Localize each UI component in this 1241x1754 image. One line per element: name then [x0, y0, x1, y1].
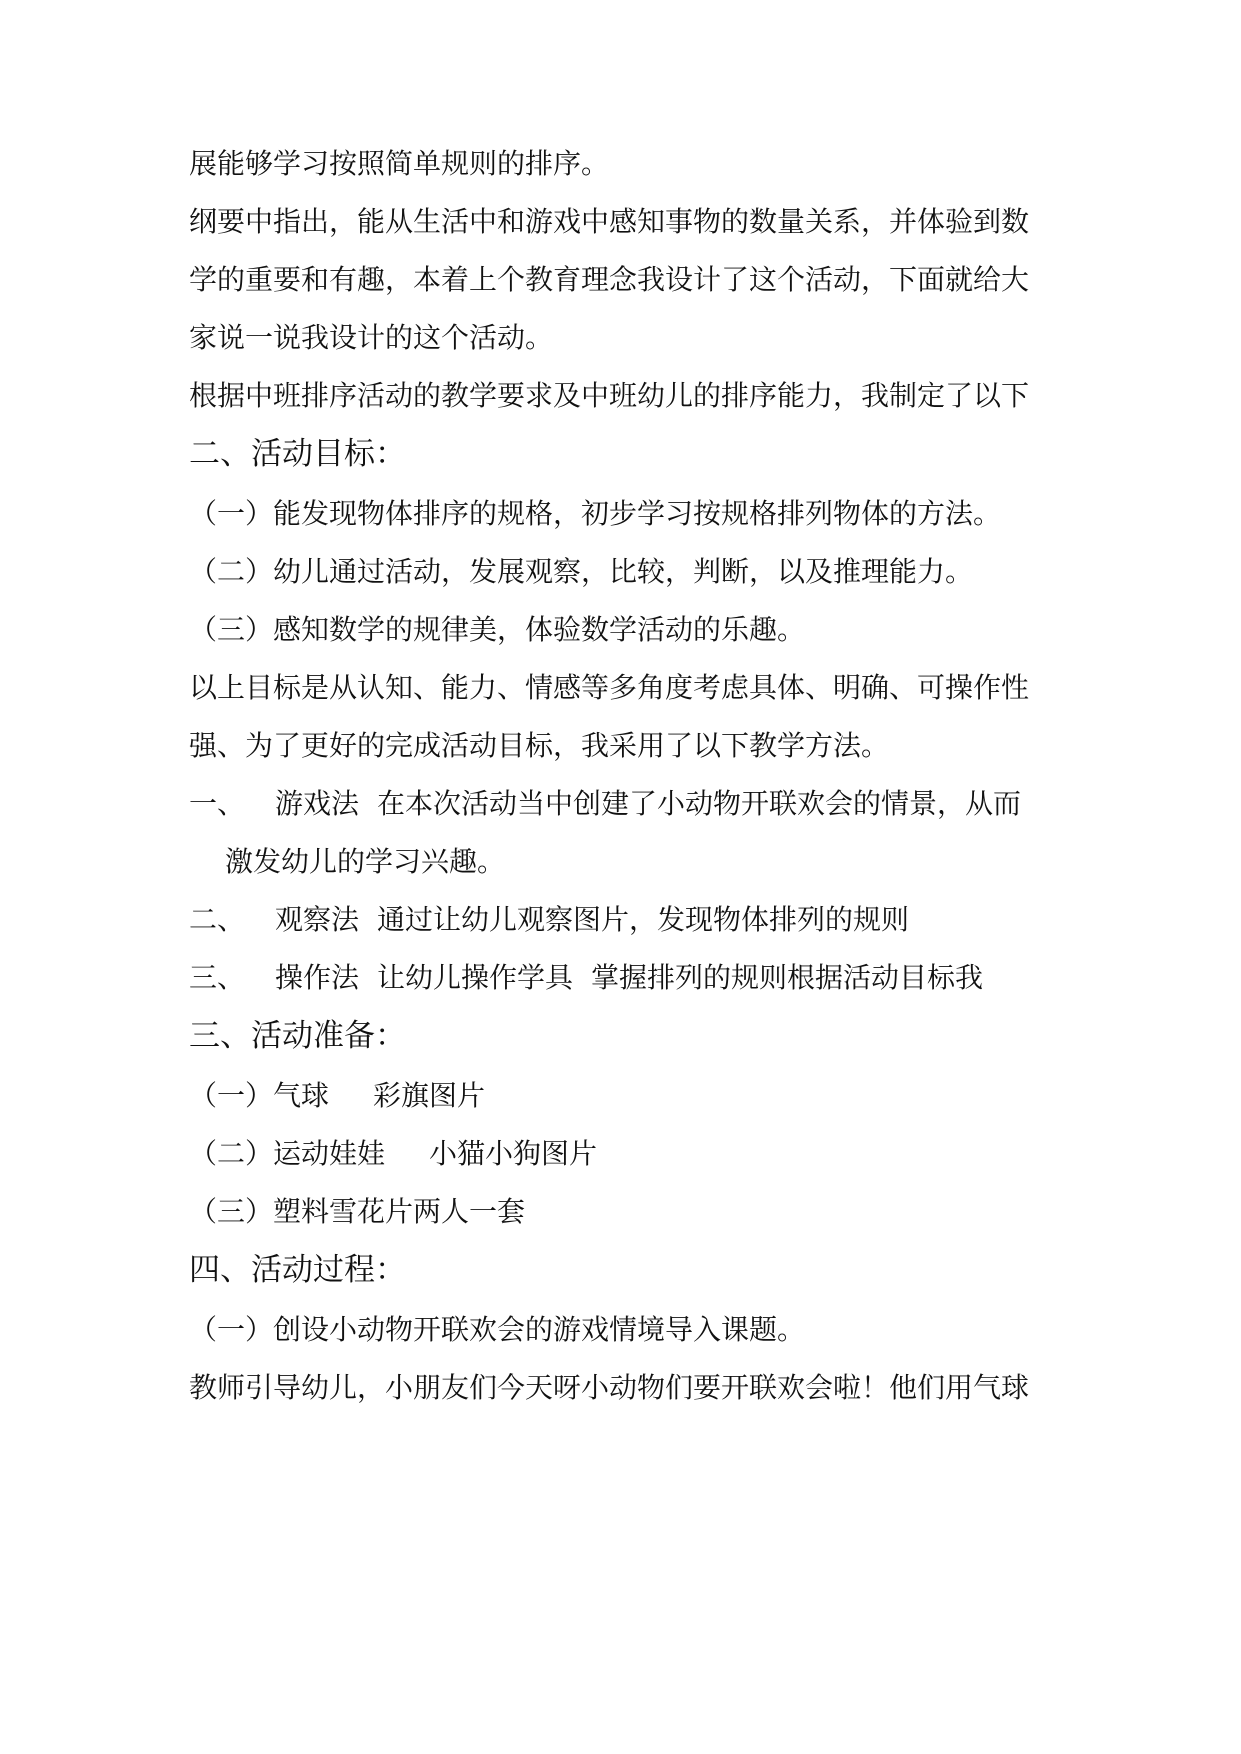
method-name: 观察法 — [275, 903, 360, 936]
section-heading-preparation: 三、活动准备： — [189, 1018, 406, 1054]
preparation-item — [189, 1192, 525, 1232]
paragraph-line: 展能够学习按照简单规则的排序。 — [189, 147, 610, 180]
preparation-item — [189, 1134, 597, 1174]
method-name: 游戏法 — [275, 787, 360, 820]
method-name: 操作法 — [275, 961, 360, 994]
method-number: 三、 — [189, 961, 246, 994]
goal-item: （三）感知数学的规律美，体验数学活动的乐趣。 — [189, 613, 806, 646]
item-prefix: （三） — [189, 1195, 274, 1228]
paragraph-line: 教师引导幼儿，小朋友们今天呀小动物们要开联欢会啦！他们用气球 — [189, 1371, 1030, 1404]
paragraph-line: 家说一说我设计的这个活动。 — [189, 321, 554, 354]
paragraph-line: 学的重要和有趣，本着上个教育理念我设计了这个活动，下面就给大 — [189, 263, 1030, 296]
item-a: 气球 — [273, 1079, 330, 1112]
item-a: 运动娃娃 — [273, 1137, 386, 1170]
goal-item: （一）能发现物体排序的规格，初步学习按规格排列物体的方法。 — [189, 497, 1002, 530]
method-item — [275, 784, 1021, 824]
paragraph-line: 纲要中指出，能从生活中和游戏中感知事物的数量关系，并体验到数 — [189, 205, 1030, 238]
section-heading-goals: 二、活动目标： — [189, 436, 406, 472]
section-heading-process: 四、活动过程： — [189, 1252, 406, 1288]
item-prefix: （二） — [189, 1137, 274, 1170]
method-text-2: 掌握排列的规则根据活动目标我 — [591, 961, 984, 994]
goal-item: （二）幼儿通过活动，发展观察，比较，判断，以及推理能力。 — [189, 555, 974, 588]
paragraph-line: 根据中班排序活动的教学要求及中班幼儿的排序能力，我制定了以下 — [189, 379, 1030, 412]
method-item — [275, 958, 983, 998]
method-text: 让幼儿操作学具 — [377, 961, 574, 994]
process-step: （一）创设小动物开联欢会的游戏情境导入课题。 — [189, 1313, 806, 1346]
item-a: 塑料雪花片两人一套 — [273, 1195, 526, 1228]
item-b: 彩旗图片 — [373, 1079, 486, 1112]
preparation-item — [189, 1076, 485, 1116]
method-text: 通过让幼儿观察图片，发现物体排列的规则 — [377, 903, 910, 936]
method-number: 一、 — [189, 787, 246, 820]
item-b: 小猫小狗图片 — [429, 1137, 598, 1170]
method-continuation: 激发幼儿的学习兴趣。 — [225, 845, 506, 878]
item-prefix: （一） — [189, 1079, 274, 1112]
method-number: 二、 — [189, 903, 246, 936]
summary-line: 强、为了更好的完成活动目标，我采用了以下教学方法。 — [189, 729, 890, 762]
method-text: 在本次活动当中创建了小动物开联欢会的情景，从而 — [377, 787, 1022, 820]
summary-line: 以上目标是从认知、能力、情感等多角度考虑具体、明确、可操作性 — [189, 671, 1030, 704]
method-item — [275, 900, 909, 940]
